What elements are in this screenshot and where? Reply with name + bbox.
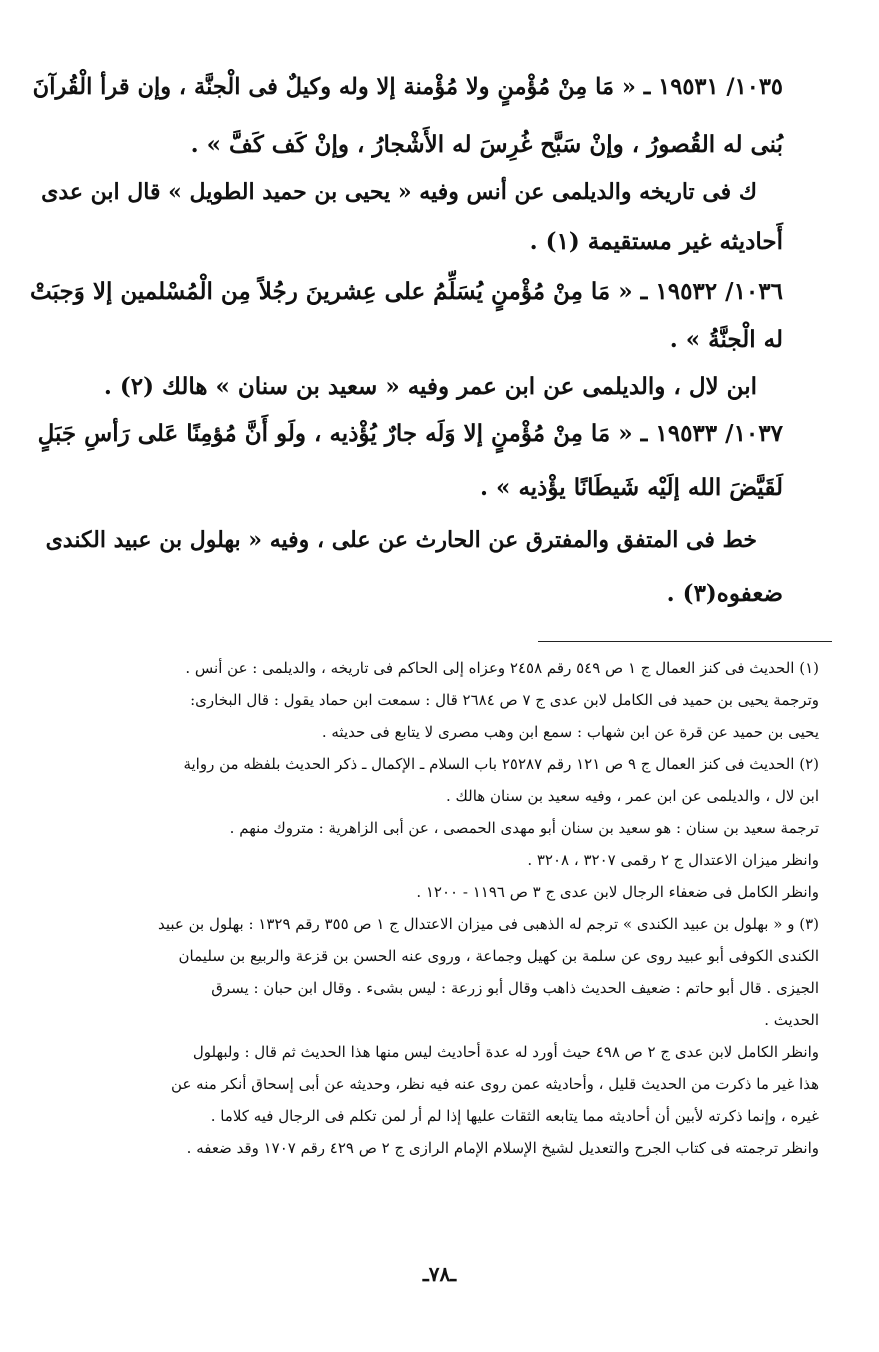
footnote-1-line-3: يحيى بن حميد عن قرة عن ابن شهاب : سمع ابن وهب مصرى لا يتابع فى حديثه . [321,723,819,741]
source-1037-line-2: ضعفوه(٣) . [666,580,783,607]
footnote-divider [538,641,832,642]
footnote-3-line-1: (٣) و « بهلول بن عبيد الكندى » ترجم له الذهبى فى ميزان الاعتدال ج ١ ص ٣٥٥ رقم ١٣٢٩ : بهلول بن عبيد [157,915,819,933]
footnote-3-line-4: الحديث . [764,1011,819,1029]
footnote-2-line-3: ترجمة سعيد بن سنان : هو سعيد بن سنان أبو مهدى الحمصى ، عن أبى الزاهرية : متروك منهم . [229,819,819,837]
footnote-3-line-5: وانظر الكامل لابن عدى ج ٢ ص ٤٩٨ حيث أورد له عدة أحاديث ليس منها هذا الحديث ثم قال : ولبهلول [192,1043,819,1061]
footnote-3-line-7: غيره ، وإنما ذكرته لأبين أن أحاديثه مما يتابعه الثقات عليها إذا لم أر لمن تكلم فى الرجال فيه كلاما . [210,1107,819,1125]
hadith-1036-line-1: ١٠٣٦/ ١٩٥٣٢ ـ « مَا مِنْ مُؤْمنٍ يُسَلِّمُ على عِشرينَ رجُلاً مِن الْمُسْلمين إلا وَجبَتْ [29,278,783,305]
footnote-3-line-3: الجيزى . قال أبو حاتم : ضعيف الحديث ذاهب وقال أبو زرعة : ليس بشىء . وقال ابن حبان : يسرق [211,979,819,997]
source-1037-line-1: خط فى المتفق والمفترق عن الحارث عن على ، وفيه « بهلول بن عبيد الكندى [45,527,757,553]
footnote-3-line-8: وانظر ترجمته فى كتاب الجرح والتعديل لشيخ الإسلام الإمام الرازى ج ٢ ص ٤٢٩ رقم ١٧٠٧ وقد ضعفه . [186,1139,819,1157]
footnote-1-line-1: (١) الحديث فى كنز العمال ج ١ ص ٥٤٩ رقم ٢٤٥٨ وعزاه إلى الحاكم فى تاريخه ، والديلمى : عن أنس . [185,659,819,677]
footnote-2-line-1: (٢) الحديث فى كنز العمال ج ٩ ص ١٢١ رقم ٢٥٢٨٧ باب السلام ـ الإكمال ـ ذكر الحديث بلفظه من رواية [183,755,819,773]
hadith-1036-line-2: له الْجنَّةُ » . [669,326,783,353]
footnote-2-line-2: ابن لال ، والديلمى عن ابن عمر ، وفيه سعيد بن سنان هالك . [445,787,819,805]
source-1035-line-1: ك فى تاريخه والديلمى عن أنس وفيه « يحيى بن حميد الطويل » قال ابن عدى [41,179,757,205]
footnote-1-line-2: وترجمة يحيى بن حميد فى الكامل لابن عدى ج ٧ ص ٢٦٨٤ قال : سمعت ابن حماد يقول : قال البخارى: [190,691,819,709]
hadith-1035-line-1: ١٠٣٥/ ١٩٥٣١ ـ « مَا مِنْ مُؤْمنٍ ولا مُؤْمنة إلا وله وكيلٌ فى الْجنَّة ، وإن قرأ الْقُرآنَ [32,74,783,100]
source-1036: ابن لال ، والديلمى عن ابن عمر وفيه « سعيد بن سنان » هالك (٢) . [103,373,757,400]
hadith-1037-line-1: ١٠٣٧/ ١٩٥٣٣ ـ « مَا مِنْ مُؤْمنٍ إلا وَلَه جارٌ يُؤْذيه ، ولَو أَنَّ مُؤمِنًا عَلى رَأسِ جَبَلٍ [37,420,783,447]
source-1035-line-2: أَحاديثه غير مستقيمة (١) . [529,228,783,255]
footnote-2-line-4: وانظر ميزان الاعتدال ج ٢ رقمى ٣٢٠٧ ، ٣٢٠٨ . [527,851,819,869]
hadith-1035-line-2: بُنى له القُصورُ ، وإنْ سَبَّح غُرِسَ له الأَشْجارُ ، وإنْ كَف كَفَّ » . [190,131,783,158]
footnote-3-line-2: الكندى الكوفى أبو عبيد روى عن سلمة بن كهيل وجماعة ، وروى عنه الحسن بن قزعة والربيع بن سليمان [178,947,819,965]
hadith-1037-line-2: لَقَيَّضَ الله إلَيْه شَيطَانًا يؤْذيه » . [480,474,783,501]
footnote-3-line-6: هذا غير ما ذكرت من الحديث قليل ، وأحاديثه عمن روى عنه فيه نظر، وحديثه عن أبى إسحاق أنكر منه عن [171,1075,819,1093]
footnote-2-line-5: وانظر الكامل فى ضعفاء الرجال لابن عدى ج ٣ ص ١١٩٦ - ١٢٠٠ . [416,883,819,901]
page-number: ـ٧٨ـ [422,1262,457,1286]
